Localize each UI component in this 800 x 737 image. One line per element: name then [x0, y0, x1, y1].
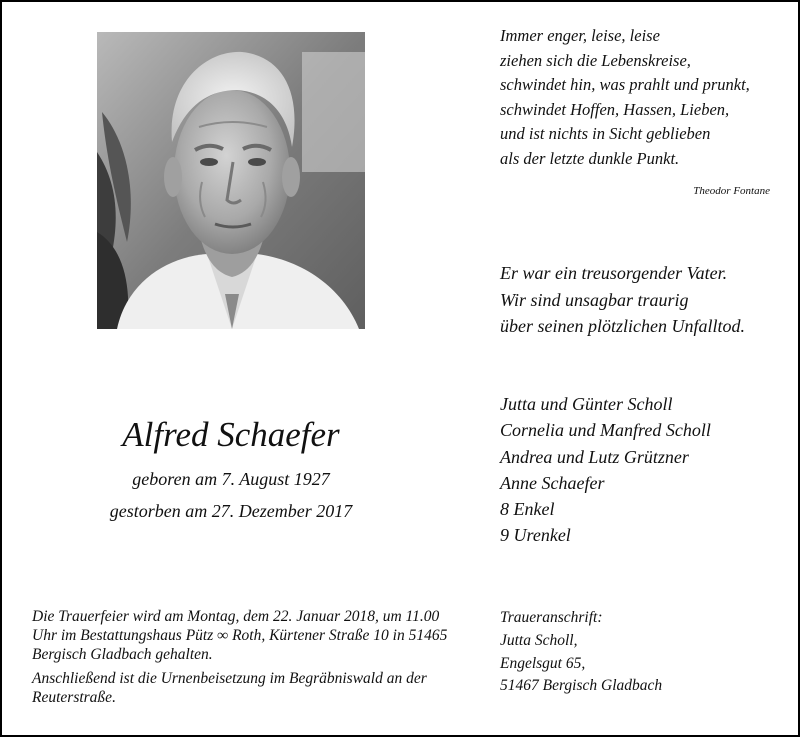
mourner: 8 Enkel [500, 499, 555, 520]
tribute-line: Er war ein treusorgender Vater. [500, 263, 728, 283]
address-street: Engelsgut 65, [500, 654, 586, 672]
poem-line: schwindet Hoffen, Hassen, Lieben, [500, 99, 730, 119]
address-name: Jutta Scholl, [500, 631, 578, 649]
poem-line: und ist nichts in Sicht geblieben [500, 124, 711, 144]
mourner: Jutta und Günter Scholl [500, 394, 673, 414]
mourners-list [500, 391, 711, 549]
life-dates [2, 463, 460, 527]
tribute-line: über seinen plötzlichen Unfalltod. [500, 316, 745, 336]
poem-line: schwindet hin, was prahlt und prunkt, [500, 75, 750, 95]
death-date: gestorben am 27. Dezember 2017 [109, 501, 353, 521]
poem [500, 24, 750, 172]
birth-date: geboren am 7. August 1927 [132, 469, 330, 489]
poem-line: als der letzte dunkle Punkt. [500, 148, 680, 168]
poem-line: ziehen sich die Lebenskreise, [500, 50, 691, 70]
deceased-name: Alfred Schaefer [122, 415, 340, 454]
mourner: Andrea und Lutz Grützner [500, 446, 689, 467]
portrait-photo [97, 32, 365, 329]
mourning-address [500, 607, 662, 698]
address-heading: Traueranschrift: [500, 609, 603, 626]
mourner: Cornelia und Manfred Scholl [500, 420, 711, 441]
burial-paragraph: Anschließend ist die Urnenbeisetzung im Begräbniswald an der Reuterstraße. [32, 669, 427, 706]
poem-author: Theodor Fontane [693, 185, 770, 197]
mourner: Anne Schaefer [500, 472, 605, 493]
poem-line: Immer enger, leise, leise [500, 26, 660, 45]
service-paragraph: Die Trauerfeier wird am Montag, dem 22. Januar 2018, um 11.00 Uhr im Bestattungshaus Pütz ∞ Roth, Kürtener Straße 10 in 51465 Bergisch Gladbach gehalten. [32, 608, 448, 664]
tribute-line: Wir sind unsagbar traurig [500, 289, 689, 310]
mourner: 9 Urenkel [500, 525, 571, 546]
address-city: 51467 Bergisch Gladbach [500, 677, 663, 695]
funeral-service-info [32, 607, 452, 707]
tribute-text [500, 260, 745, 340]
